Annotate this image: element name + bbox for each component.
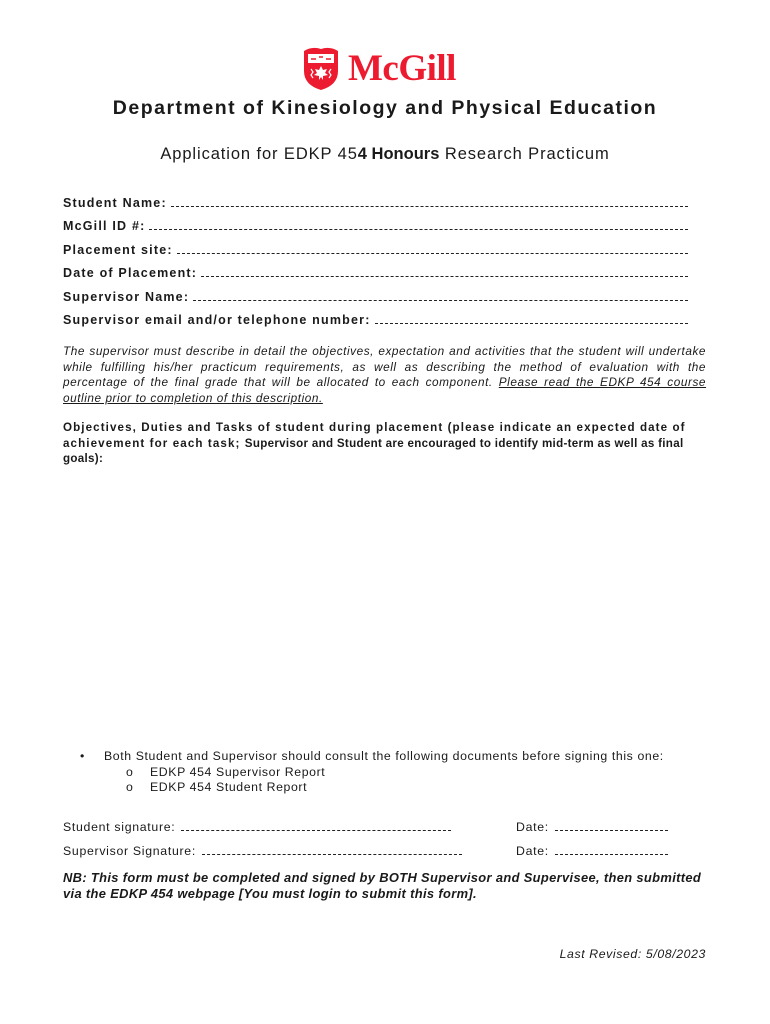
instructions-text: The supervisor must describe in detail the objectives, expectation and activities that the student will undertake while fulfilling his/her practicum requirements, as well as describing the method of evaluation with the percentage of the final grade that will be allocated to each component. xyxy=(63,344,706,389)
submission-note: NB: This form must be completed and signed by BOTH Supervisor and Supervisee, then submitted via the EDKP 454 webpage [You must login to submit this form]. xyxy=(63,870,702,901)
student-signature-row xyxy=(63,816,678,834)
student-date-line[interactable] xyxy=(555,830,668,831)
objectives-heading-part1: Objectives, Duties and Tasks of student during placement (please indicate an expected date of achievement for each task; xyxy=(63,421,686,450)
list-item xyxy=(80,749,720,765)
field-supervisor-contact[interactable] xyxy=(63,304,688,328)
field-label: Supervisor Name: xyxy=(63,289,190,304)
mcgill-logo xyxy=(302,44,456,92)
field-line[interactable] xyxy=(201,276,688,277)
supervisor-signature-row xyxy=(63,840,678,858)
supervisor-date-label: Date: xyxy=(516,844,549,858)
application-title-bold: 4 Honours xyxy=(357,145,440,163)
field-mcgill-id[interactable] xyxy=(63,210,688,234)
student-date-label: Date: xyxy=(516,820,549,834)
application-title-prefix: Application for EDKP 45 xyxy=(160,145,358,163)
list-item xyxy=(80,780,720,796)
supervisor-date-line[interactable] xyxy=(555,854,668,855)
logo-wordmark: McGill xyxy=(348,47,456,89)
student-signature-label: Student signature: xyxy=(63,820,176,834)
department-title: Department of Kinesiology and Physical Education xyxy=(112,97,658,119)
objectives-heading xyxy=(63,420,706,467)
supervisor-signature-label: Supervisor Signature: xyxy=(63,844,196,858)
sub-bullet-icon: o xyxy=(126,780,134,794)
supervisor-signature-line[interactable] xyxy=(202,854,462,855)
course-outline-note: Please read the EDKP 454 course outline prior to completion of this description. xyxy=(63,375,707,405)
application-title xyxy=(0,145,770,164)
field-line[interactable] xyxy=(171,206,688,207)
last-revised: Last Revised: 5/08/2023 xyxy=(559,947,706,961)
field-label: Student Name: xyxy=(63,195,167,210)
field-line[interactable] xyxy=(177,253,688,254)
consult-intro: Both Student and Supervisor should consult the following documents before signing this one: xyxy=(104,749,664,763)
field-line[interactable] xyxy=(193,300,688,301)
consult-documents xyxy=(80,749,720,796)
list-item xyxy=(80,765,720,781)
mcgill-crest-icon xyxy=(302,45,340,91)
student-signature-line[interactable] xyxy=(181,830,451,831)
application-title-suffix: Research Practicum xyxy=(439,145,610,163)
field-date-of-placement[interactable] xyxy=(63,257,688,281)
field-placement-site[interactable] xyxy=(63,233,688,257)
objectives-heading-part2: Supervisor and Student are encouraged to identify mid-term as well as final goals): xyxy=(63,436,684,465)
info-fields xyxy=(63,186,688,327)
field-label: McGill ID #: xyxy=(63,219,146,233)
bullet-icon: • xyxy=(80,749,85,763)
field-label: Placement site: xyxy=(63,242,173,257)
field-label: Date of Placement: xyxy=(63,266,198,280)
field-label: Supervisor email and/or telephone number: xyxy=(63,313,371,327)
field-line[interactable] xyxy=(375,323,688,324)
field-supervisor-name[interactable] xyxy=(63,280,688,304)
document-supervisor-report: EDKP 454 Supervisor Report xyxy=(150,764,326,779)
field-student-name[interactable] xyxy=(63,186,688,210)
supervisor-instructions xyxy=(63,344,706,406)
sub-bullet-icon: o xyxy=(126,764,134,779)
field-line[interactable] xyxy=(149,229,688,230)
document-student-report: EDKP 454 Student Report xyxy=(150,780,308,794)
